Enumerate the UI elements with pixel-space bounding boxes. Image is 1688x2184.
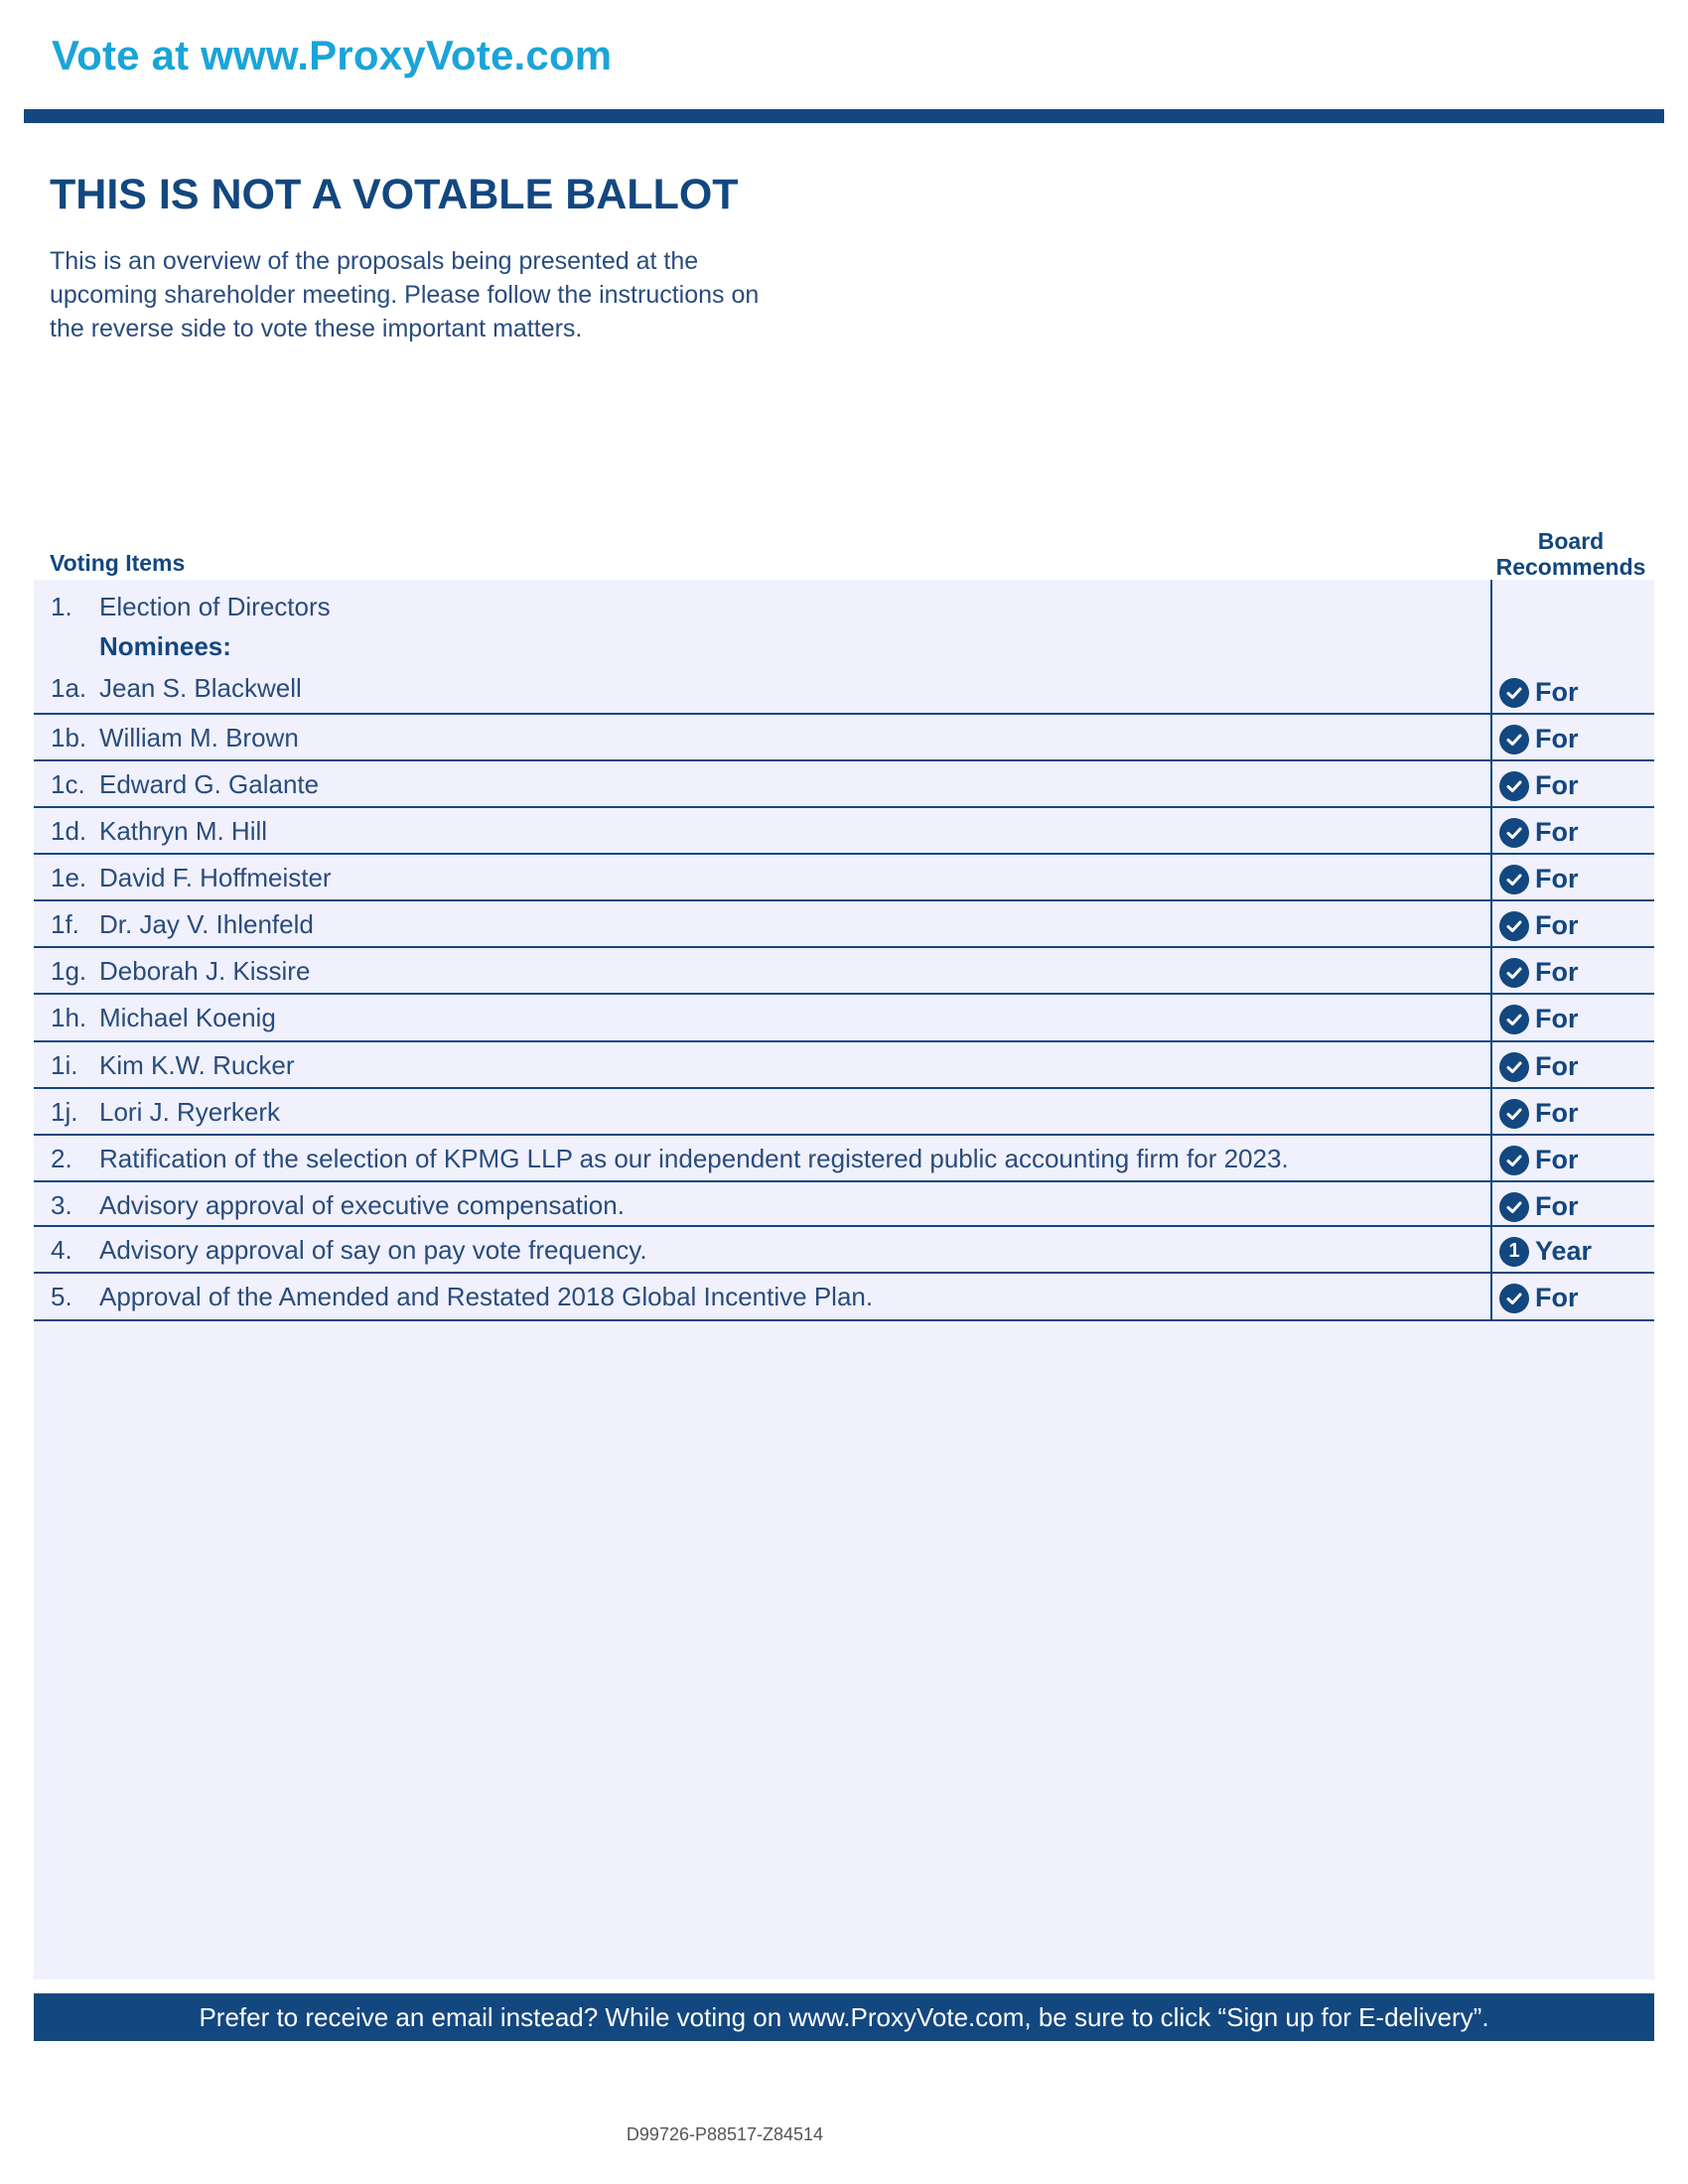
table-row: [34, 808, 1654, 855]
recommendation-label: For: [1535, 957, 1579, 987]
item-text: Ratification of the selection of KPMG LLP as our independent registered public accounting firm for 2023.: [99, 1144, 1289, 1173]
board-recommendation: [1499, 1236, 1592, 1267]
item-text: Approval of the Amended and Restated 2018 Global Incentive Plan.: [99, 1282, 874, 1311]
item-text: Jean S. Blackwell: [99, 673, 302, 703]
table-row: [34, 669, 1654, 715]
check-icon: [1499, 958, 1529, 988]
recommendation-label: For: [1535, 770, 1579, 800]
recommendation-label: For: [1535, 1004, 1579, 1033]
number-one-icon: 1: [1499, 1237, 1529, 1267]
item-number: 1h.: [51, 1003, 87, 1032]
intro-line: the reverse side to vote these important matters.: [50, 315, 583, 342]
recommendation-label: Year: [1535, 1236, 1593, 1266]
table-row: [34, 1136, 1654, 1182]
board-recommendation: [1499, 770, 1579, 801]
check-icon: [1499, 865, 1529, 894]
table-row: [34, 715, 1654, 761]
item-text: David F. Hoffmeister: [99, 863, 332, 892]
check-icon: [1499, 1192, 1529, 1222]
column-header-voting-items: Voting Items: [50, 550, 186, 576]
nominees-label: Nominees:: [99, 631, 231, 661]
recommendation-label: For: [1535, 864, 1579, 893]
check-icon: [1499, 911, 1529, 941]
recommendation-label: For: [1535, 910, 1579, 940]
item-text: Kathryn M. Hill: [99, 816, 268, 846]
recommendation-label: For: [1535, 677, 1579, 707]
recommendation-label: For: [1535, 724, 1579, 753]
item-number: 1.: [51, 592, 72, 621]
item-text: Lori J. Ryerkerk: [99, 1097, 281, 1127]
table-row: [34, 1227, 1654, 1274]
vote-title: Vote at www.ProxyVote.com: [52, 32, 613, 78]
item-text: Advisory approval of say on pay vote frequency.: [99, 1235, 647, 1265]
board-recommendation: [1499, 1051, 1579, 1082]
item-text: Michael Koenig: [99, 1003, 276, 1032]
item-text: William M. Brown: [99, 723, 299, 752]
table-row: [34, 901, 1654, 948]
check-icon: [1499, 725, 1529, 754]
board-column-divider: [1490, 580, 1492, 1320]
item-text: Deborah J. Kissire: [99, 956, 311, 986]
check-icon: [1499, 818, 1529, 848]
check-icon: [1499, 1052, 1529, 1082]
table-row: [34, 1042, 1654, 1089]
board-recommendation: [1499, 1098, 1579, 1129]
check-icon: [1499, 1099, 1529, 1129]
ballot-title: THIS IS NOT A VOTABLE BALLOT: [50, 171, 739, 218]
item-number: 1c.: [51, 769, 85, 799]
item-number: 1b.: [51, 723, 87, 752]
recommendation-label: For: [1535, 1191, 1579, 1221]
board-recommendation: [1499, 957, 1579, 988]
intro-line: This is an overview of the proposals being presented at the: [50, 247, 699, 275]
check-icon: [1499, 1005, 1529, 1034]
item-number: 1f.: [51, 909, 79, 939]
edelivery-banner: Prefer to receive an email instead? While voting on www.ProxyVote.com, be sure to click “Sign up for E-delivery”.: [34, 1993, 1654, 2041]
recommendation-label: For: [1535, 1145, 1579, 1174]
check-icon: [1499, 678, 1529, 708]
item-text: Dr. Jay V. Ihlenfeld: [99, 909, 314, 939]
board-recommendation: [1499, 864, 1579, 894]
item-number: 1d.: [51, 816, 87, 846]
board-recommendation: [1499, 1004, 1579, 1034]
board-recommendation: [1499, 724, 1579, 754]
section-election-of-directors: [34, 580, 1654, 669]
item-number: 1g.: [51, 956, 87, 986]
recommendation-label: For: [1535, 1098, 1579, 1128]
item-text: Kim K.W. Rucker: [99, 1050, 295, 1080]
item-number: 1e.: [51, 863, 87, 892]
board-recommendation: [1499, 817, 1579, 848]
top-rule: [24, 109, 1664, 123]
item-number: 5.: [51, 1282, 72, 1311]
table-row: [34, 761, 1654, 808]
table-row: [34, 1274, 1654, 1321]
check-icon: [1499, 1146, 1529, 1175]
intro-text: [50, 244, 844, 345]
board-recommendation: [1499, 1283, 1579, 1313]
check-icon: [1499, 1284, 1529, 1313]
table-row: [34, 948, 1654, 995]
item-text: Advisory approval of executive compensation.: [99, 1190, 625, 1220]
item-text: Edward G. Galante: [99, 769, 320, 799]
board-recommendation: [1499, 910, 1579, 941]
item-number: 1a.: [51, 673, 87, 703]
item-number: 4.: [51, 1235, 72, 1265]
recommends-label: Recommends: [1495, 554, 1646, 580]
intro-line: upcoming shareholder meeting. Please follow the instructions on: [50, 281, 760, 309]
item-number: 2.: [51, 1144, 72, 1173]
table-row: [34, 1089, 1654, 1136]
recommendation-label: For: [1535, 1283, 1579, 1312]
column-header-board-recommends: [1491, 528, 1650, 580]
table-row: [34, 855, 1654, 901]
table-row: [34, 995, 1654, 1042]
board-recommendation: [1499, 677, 1579, 708]
board-label: Board: [1537, 528, 1605, 554]
check-icon: [1499, 771, 1529, 801]
item-number: 1i.: [51, 1050, 78, 1080]
recommendation-label: For: [1535, 1051, 1579, 1081]
item-number: 3.: [51, 1190, 72, 1220]
item-text: Election of Directors: [99, 592, 331, 621]
recommendation-label: For: [1535, 817, 1579, 847]
board-recommendation: [1499, 1191, 1579, 1222]
board-recommendation: [1499, 1145, 1579, 1175]
table-row: [34, 1182, 1654, 1227]
item-number: 1j.: [51, 1097, 78, 1127]
document-code: D99726-P88517-Z84514: [626, 2124, 824, 2144]
